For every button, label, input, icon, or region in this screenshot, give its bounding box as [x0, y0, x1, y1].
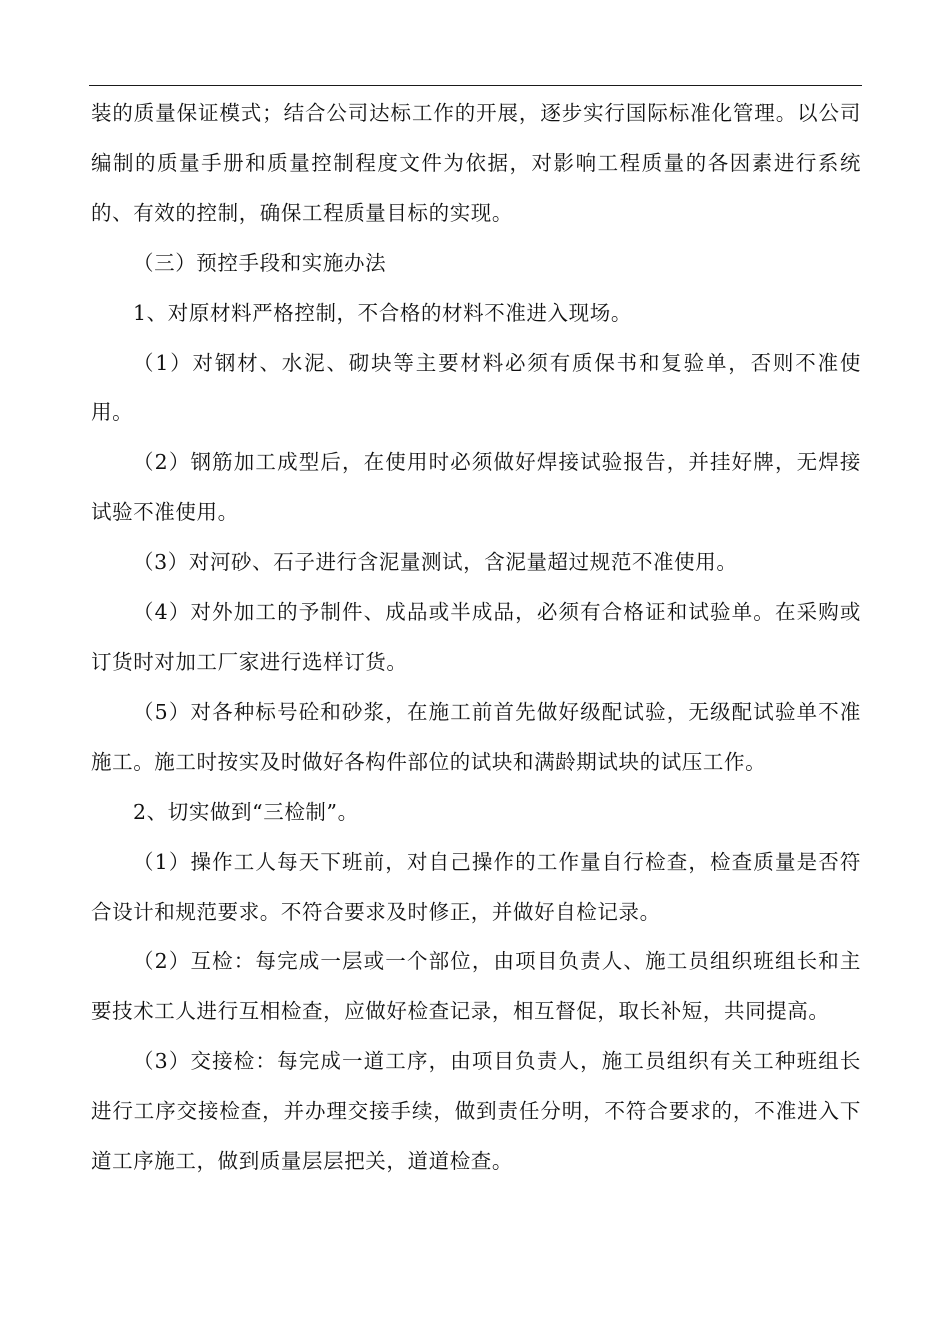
section-heading: （三）预控手段和实施办法	[133, 250, 387, 275]
list-item: （5）对各种标号砼和砂浆，在施工前首先做好级配试验，无级配试验单不准施工。施工时按实及时做好各构件部位的试块和满龄期试块的试压工作。	[91, 699, 861, 774]
document-body	[91, 89, 861, 1187]
list-item: （1）操作工人每天下班前，对自己操作的工作量自行检查，检查质量是否符合设计和规范要求。不符合要求及时修正，并做好自检记录。	[91, 849, 861, 924]
list-item: （2）互检：每完成一层或一个部位，由项目负责人、施工员组织班组长和主要技术工人进行互相检查，应做好检查记录，相互督促，取长补短，共同提高。	[91, 949, 861, 1024]
list-item: （2）钢筋加工成型后，在使用时必须做好焊接试验报告，并挂好牌，无焊接试验不准使用。	[91, 450, 861, 525]
header-rule	[89, 85, 862, 86]
list-item-heading: 1、对原材料严格控制，不合格的材料不准进入现场。	[133, 300, 632, 325]
list-item: （1）对钢材、水泥、砌块等主要材料必须有质保书和复验单，否则不准使用。	[91, 350, 861, 425]
paragraph-continued: 装的质量保证模式；结合公司达标工作的开展，逐步实行国际标准化管理。以公司编制的质量手册和质量控制程度文件为依据，对影响工程质量的各因素进行系统的、有效的控制，确保工程质量目标的实现。	[91, 101, 861, 225]
list-item-heading: 2、切实做到“三检制”。	[133, 799, 359, 824]
list-item: （3）对河砂、石子进行含泥量测试，含泥量超过规范不准使用。	[133, 550, 738, 575]
list-item: （4）对外加工的予制件、成品或半成品，必须有合格证和试验单。在采购或订货时对加工厂家进行选样订货。	[91, 600, 861, 674]
list-item: （3）交接检：每完成一道工序，由项目负责人，施工员组织有关工种班组长进行工序交接检查，并办理交接手续，做到责任分明，不符合要求的，不准进入下道工序施工，做到质量层层把关，道道检查。	[91, 1049, 861, 1174]
